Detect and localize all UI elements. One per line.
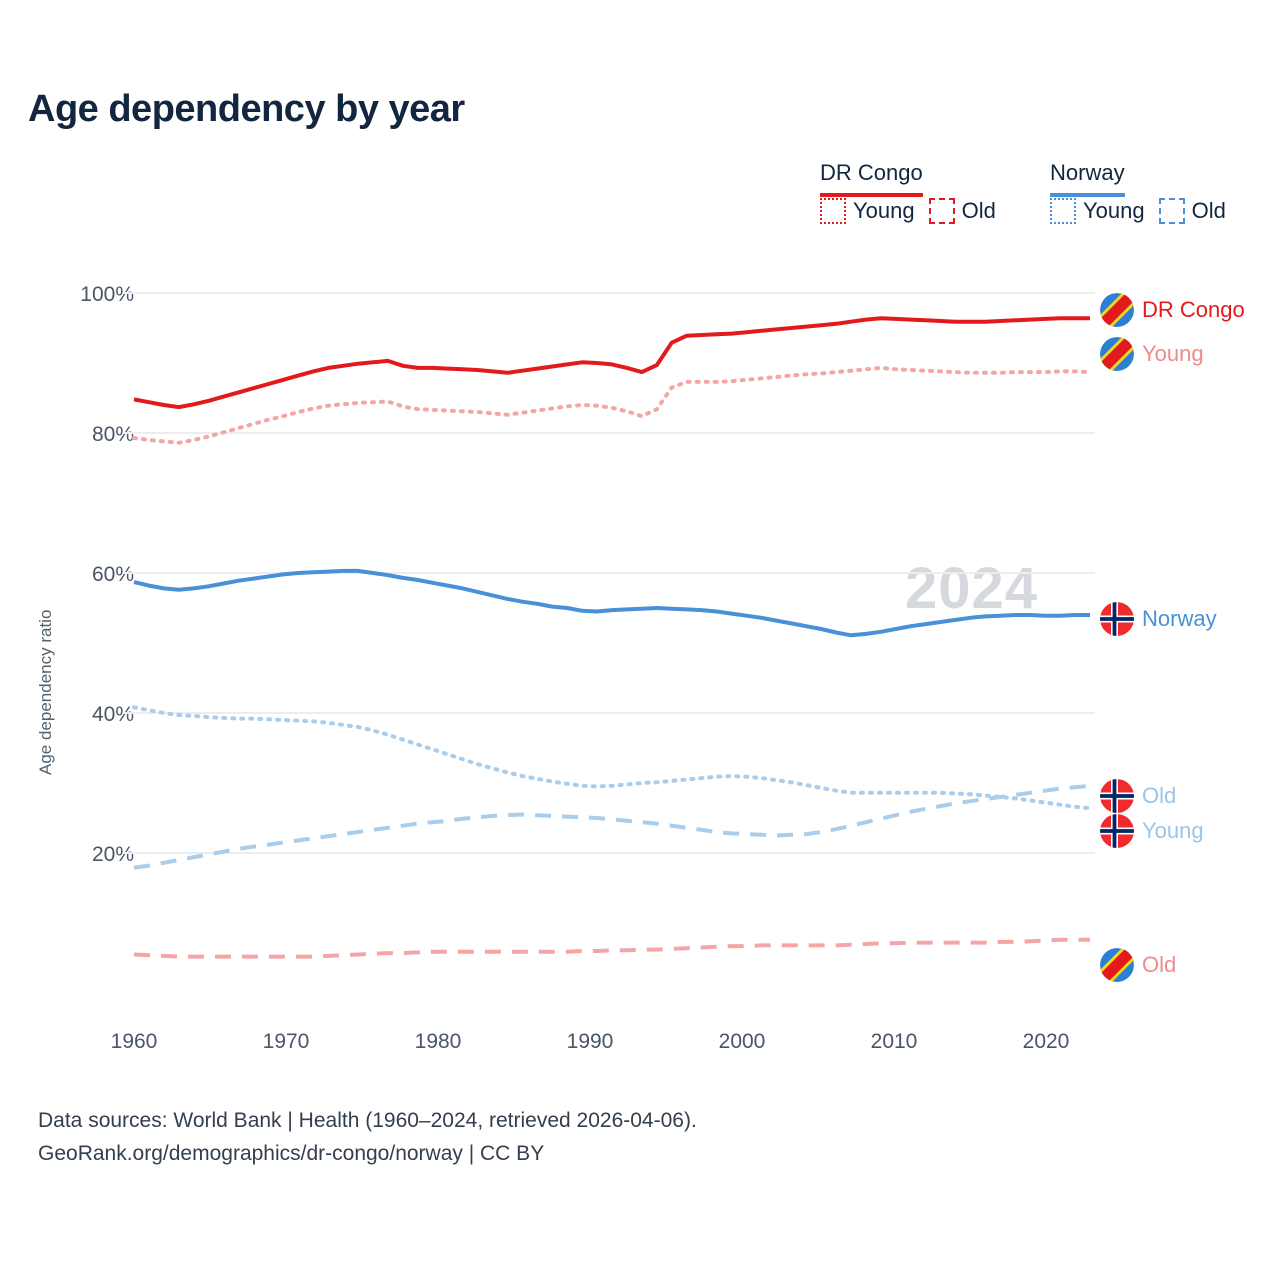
legend-item-congo-old[interactable] xyxy=(929,198,996,224)
end-label-text-norway: Norway xyxy=(1142,606,1217,631)
y-tick-80: 80% xyxy=(91,423,134,446)
page-title: Age dependency by year xyxy=(28,88,465,130)
y-tick-20: 20% xyxy=(91,843,134,866)
legend-country-dr-congo: DR Congo xyxy=(820,160,923,185)
y-tick-40: 40% xyxy=(91,703,134,726)
legend-label-norway-young: Young xyxy=(1083,198,1145,223)
legend-country-norway: Norway xyxy=(1050,160,1125,185)
end-label-dr-congo-young xyxy=(1100,337,1204,371)
x-tick-1990: 1990 xyxy=(566,1030,614,1053)
chart-svg xyxy=(0,255,1280,1065)
dotted-swatch-icon xyxy=(1050,198,1076,224)
legend-group-dr-congo xyxy=(820,160,996,223)
end-label-norway xyxy=(1100,602,1217,636)
legend-items-norway xyxy=(1050,198,1226,224)
x-tick-2010: 2010 xyxy=(870,1030,918,1053)
dr-congo-flag-icon xyxy=(1100,293,1134,327)
end-label-text-dr-congo-old: Old xyxy=(1142,952,1177,977)
legend-label-norway-old: Old xyxy=(1191,198,1226,223)
norway-flag-icon xyxy=(1100,779,1134,813)
legend-item-norway-young[interactable] xyxy=(1050,198,1145,224)
legend-label-congo-old: Old xyxy=(961,198,996,223)
dashed-swatch-icon xyxy=(1159,198,1185,224)
end-label-text-norway-young: Young xyxy=(1142,818,1204,843)
x-tick-2000: 2000 xyxy=(718,1030,766,1053)
y-tick-60: 60% xyxy=(91,563,134,586)
legend-item-congo-young[interactable] xyxy=(820,198,915,224)
y-axis-label: Age dependency ratio xyxy=(36,609,55,775)
footer-data-sources: Data sources: World Bank | Health (1960–2024, retrieved 2026-04-06). xyxy=(38,1109,697,1132)
end-label-dr-congo-old xyxy=(1100,948,1176,982)
x-tick-1960: 1960 xyxy=(110,1030,158,1053)
dotted-swatch-icon xyxy=(820,198,846,224)
end-label-norway-old xyxy=(1100,779,1176,813)
legend-items-dr-congo xyxy=(820,198,996,224)
plot-area xyxy=(0,255,1280,1065)
dr-congo-flag-icon xyxy=(1100,337,1134,371)
legend-label-congo-young: Young xyxy=(853,198,915,223)
legend xyxy=(812,160,1262,240)
x-tick-1980: 1980 xyxy=(414,1030,462,1053)
norway-flag-icon xyxy=(1100,602,1134,636)
legend-group-norway xyxy=(1050,160,1226,223)
end-label-norway-young xyxy=(1100,814,1204,848)
legend-underline-dr-congo xyxy=(820,193,923,197)
dashed-swatch-icon xyxy=(929,198,955,224)
year-watermark: 2024 xyxy=(905,556,1039,621)
footer-attribution: GeoRank.org/demographics/dr-congo/norway | CC BY xyxy=(38,1141,545,1165)
norway-flag-icon xyxy=(1100,814,1134,848)
x-tick-2020: 2020 xyxy=(1022,1030,1070,1053)
legend-underline-norway xyxy=(1050,193,1125,197)
y-tick-100: 100% xyxy=(80,283,134,306)
end-label-text-dr-congo-young: Young xyxy=(1142,341,1204,366)
end-label-text-norway-old: Old xyxy=(1142,783,1177,808)
dr-congo-flag-icon xyxy=(1100,948,1134,982)
end-label-text-dr-congo: DR Congo xyxy=(1142,297,1245,322)
end-label-dr-congo xyxy=(1100,293,1245,327)
legend-item-norway-old[interactable] xyxy=(1159,198,1226,224)
footer xyxy=(38,1105,697,1170)
x-tick-1970: 1970 xyxy=(262,1030,310,1053)
